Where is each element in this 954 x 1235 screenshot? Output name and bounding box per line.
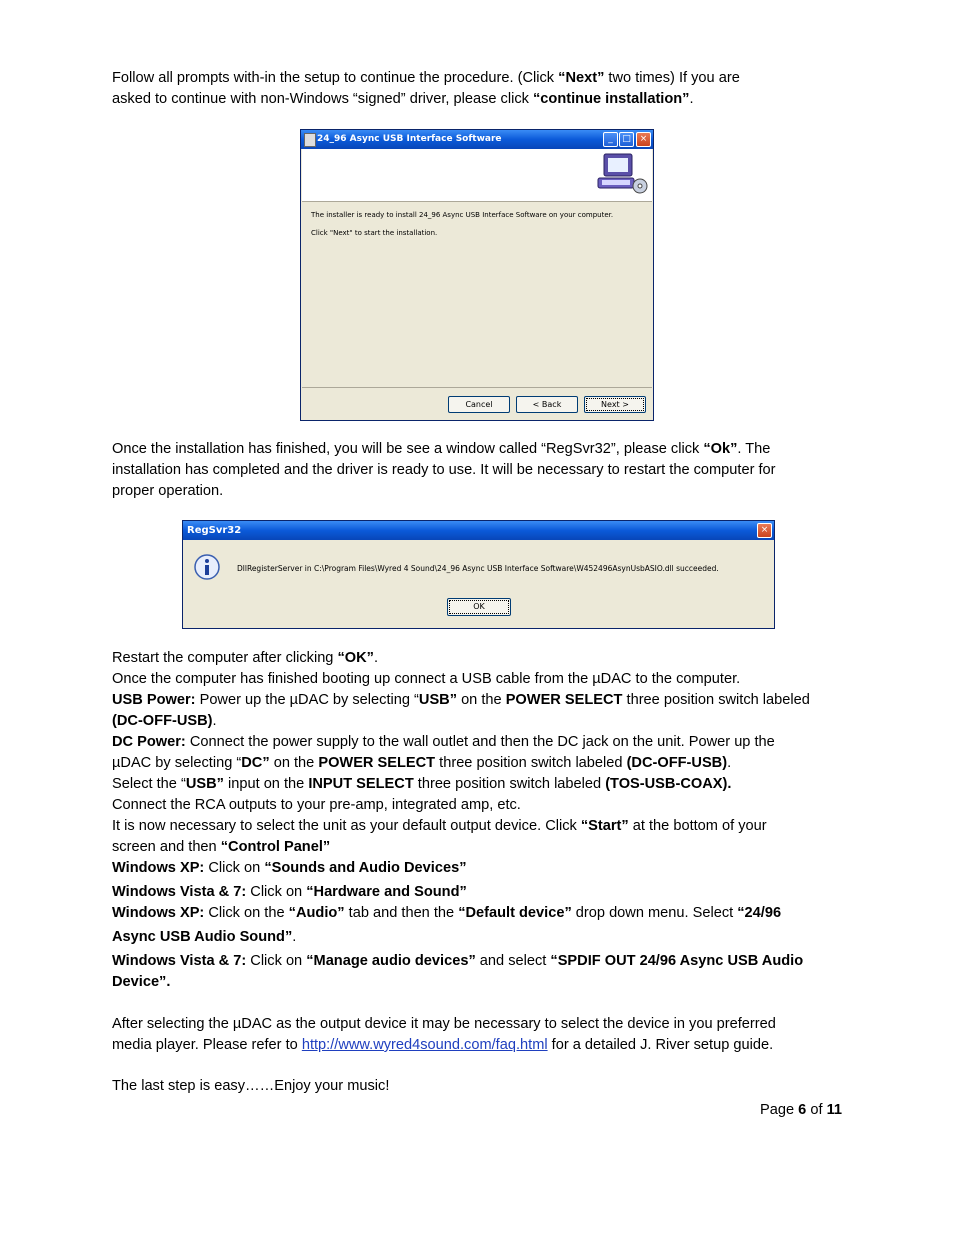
input-select-line: [112, 774, 852, 795]
start-emphasis: “Start”: [580, 818, 629, 834]
spdif-device-emphasis: “SPDIF OUT 24/96 Async USB Audio: [550, 953, 804, 969]
dc-text: .: [727, 755, 732, 771]
dc-text: on the: [269, 755, 319, 771]
xp-step2-line2: [112, 927, 852, 948]
dc-text: three position switch labeled: [435, 755, 627, 771]
input-text: Select the “: [112, 776, 186, 792]
usb-text: three position switch labeled: [622, 692, 810, 708]
dc-power-line2: [112, 753, 852, 774]
tos-usb-coax-emphasis: (TOS-USB-COAX).: [605, 776, 732, 792]
booting-line: Once the computer has finished booting up connect a USB cable from the µDAC to the computer.: [112, 671, 741, 687]
power-select-emphasis: POWER SELECT: [505, 692, 623, 708]
page-label: Page: [760, 1102, 799, 1118]
back-button[interactable]: < Back: [516, 396, 578, 413]
spdif-device-emphasis: Device”.: [112, 974, 171, 990]
finished-text: Once the installation has finished, you will be see a window called “RegSvr32”, please click: [112, 441, 704, 457]
installer-title: 24_96 Async USB Interface Software: [317, 134, 502, 144]
default-text: at the bottom of your: [628, 818, 767, 834]
windows-xp-label: Windows XP:: [112, 860, 205, 876]
after-text: media player. Please refer to: [112, 1037, 302, 1053]
usb-emphasis: USB”: [418, 692, 458, 708]
installer-ready-text: The installer is ready to install 24_96 Async USB Interface Software on your computer.: [311, 211, 614, 219]
cancel-button[interactable]: Cancel: [448, 396, 510, 413]
intro-text: .: [689, 91, 694, 107]
default-output-line: [112, 816, 852, 837]
xp-step1-line: [112, 858, 852, 879]
hardware-sound-emphasis: “Hardware and Sound”: [306, 884, 467, 900]
vista-step2-line2: [112, 972, 852, 993]
xp-text: .: [292, 929, 297, 945]
intro-paragraph: [112, 68, 852, 89]
vista-text: Click on: [246, 884, 307, 900]
vista-text: and select: [475, 953, 551, 969]
input-text: input on the: [223, 776, 309, 792]
dc-text: µDAC by selecting “: [112, 755, 242, 771]
install-finished-paragraph: [112, 439, 852, 460]
restart-text: Restart the computer after clicking: [112, 650, 338, 666]
usb-text: .: [212, 713, 217, 729]
restart-line: [112, 648, 852, 669]
close-icon[interactable]: ×: [757, 523, 772, 538]
dc-power-line: [112, 732, 852, 753]
device-name-emphasis: Async USB Audio Sound”: [112, 929, 293, 945]
usb-text: Power up the µDAC by selecting “: [195, 692, 419, 708]
intro-paragraph-line2: [112, 89, 852, 110]
default-text: It is now necessary to select the unit as your default output device. Click: [112, 818, 581, 834]
info-icon: [193, 553, 223, 583]
dc-off-usb-emphasis: (DC-OFF-USB): [626, 755, 728, 771]
windows-vista-label: Windows Vista & 7:: [112, 953, 247, 969]
restart-text: .: [373, 650, 379, 666]
windows-xp-label: Windows XP:: [112, 905, 205, 921]
device-name-emphasis: “24/96: [737, 905, 782, 921]
next-button[interactable]: Next >: [584, 396, 646, 413]
usb-power-line2: [112, 711, 852, 732]
continue-installation-emphasis: “continue installation”: [533, 91, 690, 107]
xp-text: Click on the: [204, 905, 289, 921]
xp-text: Click on: [204, 860, 265, 876]
installer-instruction-text: Click "Next" to start the installation.: [311, 229, 438, 237]
installer-window: [300, 129, 654, 421]
input-text: three position switch labeled: [413, 776, 606, 792]
install-finished-line2: installation has completed and the driver is ready to use. It will be necessary to restart the computer for: [112, 462, 776, 478]
audio-tab-emphasis: “Audio”: [288, 905, 345, 921]
last-step-line: The last step is easy……Enjoy your music!: [112, 1078, 390, 1094]
restart-ok-emphasis: “OK”: [337, 650, 374, 666]
ok-emphasis: “Ok”: [703, 441, 738, 457]
current-page: 6: [798, 1102, 807, 1118]
usb-text: on the: [457, 692, 506, 708]
power-select-emphasis: POWER SELECT: [318, 755, 436, 771]
regsvr-title: RegSvr32: [187, 525, 242, 536]
control-panel-emphasis: “Control Panel”: [220, 839, 331, 855]
total-pages: 11: [826, 1102, 842, 1118]
finished-text: . The: [737, 441, 771, 457]
installer-divider: [302, 387, 652, 388]
xp-text: drop down menu. Select: [571, 905, 738, 921]
dc-power-label: DC Power:: [112, 734, 186, 750]
vista-step2-line: [112, 951, 852, 972]
page-of: of: [806, 1102, 827, 1118]
xp-text: tab and then the: [344, 905, 459, 921]
next-emphasis: “Next”: [558, 70, 605, 86]
close-icon[interactable]: ×: [636, 132, 651, 147]
windows-vista-label: Windows Vista & 7:: [112, 884, 247, 900]
dc-text: Connect the power supply to the wall outlet and then the DC jack on the unit. Power up the: [185, 734, 775, 750]
vista-text: Click on: [246, 953, 307, 969]
page-number: [760, 1100, 842, 1121]
xp-step2-line: [112, 903, 852, 924]
intro-text: Follow all prompts with-in the setup to continue the procedure. (Click: [112, 70, 559, 86]
minimize-icon[interactable]: _: [603, 132, 618, 147]
ok-button[interactable]: OK: [447, 598, 511, 616]
usb-power-label: USB Power:: [112, 692, 196, 708]
computer-setup-icon: [594, 152, 650, 198]
sounds-audio-devices-emphasis: “Sounds and Audio Devices”: [264, 860, 467, 876]
rca-line: Connect the RCA outputs to your pre-amp, integrated amp, etc.: [112, 797, 521, 813]
dc-off-usb-emphasis: (DC-OFF-USB): [112, 713, 213, 729]
usb-emphasis: USB”: [185, 776, 224, 792]
default-text: screen and then: [112, 839, 221, 855]
after-selecting-line2: [112, 1035, 852, 1056]
vista-step1-line: [112, 882, 852, 903]
regsvr-title-bar: [183, 521, 774, 540]
installer-app-icon: [304, 133, 316, 147]
manage-audio-devices-emphasis: “Manage audio devices”: [306, 953, 476, 969]
input-select-emphasis: INPUT SELECT: [308, 776, 414, 792]
intro-text: asked to continue with non-Windows “signed” driver, please click: [112, 91, 533, 107]
installer-banner: [302, 149, 652, 202]
default-output-line2: [112, 837, 852, 858]
regsvr-dialog: [182, 520, 775, 629]
maximize-icon[interactable]: □: [619, 132, 634, 147]
install-finished-line3: proper operation.: [112, 483, 224, 499]
default-device-emphasis: “Default device”: [458, 905, 572, 921]
after-text: for a detailed J. River setup guide.: [547, 1037, 774, 1053]
intro-text: two times) If you are: [604, 70, 740, 86]
regsvr-message: DllRegisterServer in C:\Program Files\Wyred 4 Sound\24_96 Async USB Interface Software\W452496AsynUsbASIO.dll succeeded.: [237, 564, 719, 573]
usb-power-line: [112, 690, 852, 711]
installer-title-bar: [301, 130, 653, 149]
after-selecting-line: After selecting the µDAC as the output device it may be necessary to select the device in you preferred: [112, 1016, 776, 1032]
faq-link[interactable]: http://www.wyred4sound.com/faq.html: [301, 1037, 548, 1053]
dc-emphasis: DC”: [241, 755, 270, 771]
